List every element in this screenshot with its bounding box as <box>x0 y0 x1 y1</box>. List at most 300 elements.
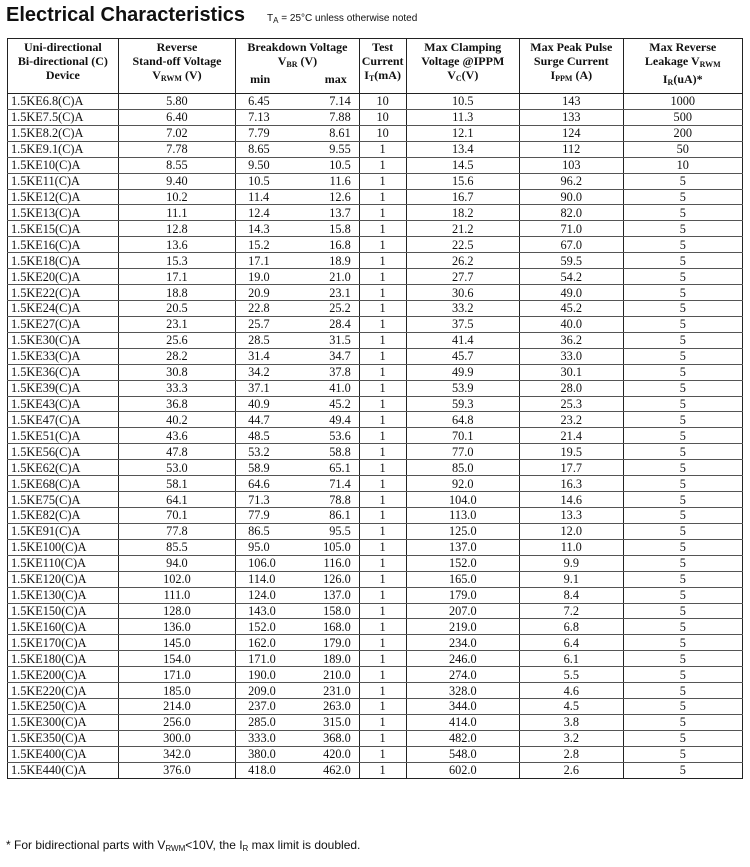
breakdown-max: 10.5 <box>329 158 351 173</box>
leakage-current-cell: 1000 <box>623 94 742 110</box>
breakdown-voltage-cell <box>236 94 360 110</box>
test-current-cell: 1 <box>359 635 406 651</box>
test-current-cell: 10 <box>359 109 406 125</box>
clamping-voltage-cell: 602.0 <box>406 762 520 778</box>
standoff-voltage-cell: 111.0 <box>118 587 235 603</box>
device-cell: 1.5KE11(C)A <box>8 173 119 189</box>
col-header-standoff: Reverse Stand-off Voltage $V_{RWM}$ (V) <box>118 39 235 94</box>
breakdown-voltage-cell <box>236 683 360 699</box>
breakdown-min: 152.0 <box>248 619 276 634</box>
leakage-current-cell: 5 <box>623 285 742 301</box>
breakdown-voltage-cell <box>236 285 360 301</box>
standoff-voltage-cell: 40.2 <box>118 412 235 428</box>
breakdown-max: 368.0 <box>323 731 351 746</box>
standoff-voltage-cell: 15.3 <box>118 253 235 269</box>
test-current-cell: 1 <box>359 316 406 332</box>
characteristics-table <box>7 38 743 779</box>
clamping-voltage-cell: 21.2 <box>406 221 520 237</box>
surge-current-cell: 124 <box>520 125 624 141</box>
surge-current-cell: 33.0 <box>520 348 624 364</box>
breakdown-voltage-cell <box>236 539 360 555</box>
breakdown-voltage-cell <box>236 300 360 316</box>
table-row <box>8 730 743 746</box>
col-header-device: Uni-directional Bi-directional (C) Device <box>8 39 119 94</box>
test-current-cell: 1 <box>359 237 406 253</box>
standoff-voltage-cell: 77.8 <box>118 523 235 539</box>
breakdown-voltage-cell <box>236 348 360 364</box>
test-current-cell: 1 <box>359 555 406 571</box>
table-row <box>8 539 743 555</box>
breakdown-voltage-cell <box>236 332 360 348</box>
device-cell: 1.5KE120(C)A <box>8 571 119 587</box>
breakdown-min: 64.6 <box>248 476 270 491</box>
leakage-current-cell: 5 <box>623 173 742 189</box>
table-row <box>8 348 743 364</box>
leakage-current-cell: 5 <box>623 603 742 619</box>
clamping-voltage-cell: 30.6 <box>406 285 520 301</box>
clamping-voltage-cell: 414.0 <box>406 714 520 730</box>
clamping-voltage-cell: 59.3 <box>406 396 520 412</box>
breakdown-min: 25.7 <box>248 317 270 332</box>
standoff-voltage-cell: 30.8 <box>118 364 235 380</box>
surge-current-cell: 6.1 <box>520 651 624 667</box>
test-current-cell: 1 <box>359 619 406 635</box>
breakdown-voltage-cell <box>236 189 360 205</box>
standoff-voltage-cell: 58.1 <box>118 476 235 492</box>
leakage-current-cell: 5 <box>623 762 742 778</box>
surge-current-cell: 13.3 <box>520 507 624 523</box>
leakage-current-cell: 5 <box>623 635 742 651</box>
test-current-cell: 1 <box>359 221 406 237</box>
test-current-cell: 1 <box>359 157 406 173</box>
standoff-voltage-cell: 256.0 <box>118 714 235 730</box>
surge-current-cell: 112 <box>520 141 624 157</box>
device-cell: 1.5KE62(C)A <box>8 460 119 476</box>
table-row <box>8 221 743 237</box>
clamping-voltage-cell: 12.1 <box>406 125 520 141</box>
standoff-voltage-cell: 85.5 <box>118 539 235 555</box>
device-cell: 1.5KE13(C)A <box>8 205 119 221</box>
table-row <box>8 141 743 157</box>
breakdown-min: 12.4 <box>248 205 270 220</box>
breakdown-voltage-cell <box>236 587 360 603</box>
clamping-voltage-cell: 33.2 <box>406 300 520 316</box>
breakdown-max: 18.9 <box>329 253 351 268</box>
test-current-cell: 1 <box>359 714 406 730</box>
standoff-voltage-cell: 9.40 <box>118 173 235 189</box>
table-row <box>8 635 743 651</box>
surge-current-cell: 90.0 <box>520 189 624 205</box>
breakdown-min: 209.0 <box>248 683 276 698</box>
surge-current-cell: 36.2 <box>520 332 624 348</box>
leakage-current-cell: 5 <box>623 523 742 539</box>
breakdown-voltage-cell <box>236 173 360 189</box>
device-cell: 1.5KE36(C)A <box>8 364 119 380</box>
device-cell: 1.5KE130(C)A <box>8 587 119 603</box>
surge-current-cell: 133 <box>520 109 624 125</box>
breakdown-voltage-cell <box>236 746 360 762</box>
test-current-cell: 1 <box>359 396 406 412</box>
device-cell: 1.5KE150(C)A <box>8 603 119 619</box>
breakdown-min: 285.0 <box>248 715 276 730</box>
test-current-cell: 1 <box>359 444 406 460</box>
device-cell: 1.5KE15(C)A <box>8 221 119 237</box>
breakdown-max: 7.88 <box>329 110 351 125</box>
device-cell: 1.5KE6.8(C)A <box>8 94 119 110</box>
device-cell: 1.5KE8.2(C)A <box>8 125 119 141</box>
table-row <box>8 412 743 428</box>
col-header-breakdown: Breakdown Voltage $V_{BR}$ (V) min max <box>236 39 360 94</box>
table-row <box>8 285 743 301</box>
breakdown-min: 162.0 <box>248 635 276 650</box>
clamping-voltage-cell: 85.0 <box>406 460 520 476</box>
breakdown-min: 15.2 <box>248 237 270 252</box>
standoff-voltage-cell: 12.8 <box>118 221 235 237</box>
leakage-current-cell: 5 <box>623 619 742 635</box>
breakdown-max: 105.0 <box>323 540 351 555</box>
surge-current-cell: 25.3 <box>520 396 624 412</box>
test-current-cell: 1 <box>359 587 406 603</box>
breakdown-voltage-cell <box>236 412 360 428</box>
surge-current-cell: 2.8 <box>520 746 624 762</box>
clamping-voltage-cell: 16.7 <box>406 189 520 205</box>
table-row <box>8 571 743 587</box>
table-row <box>8 476 743 492</box>
table-row <box>8 189 743 205</box>
surge-current-cell: 59.5 <box>520 253 624 269</box>
breakdown-max: 420.0 <box>323 747 351 762</box>
breakdown-min: 44.7 <box>248 412 270 427</box>
test-current-cell: 1 <box>359 730 406 746</box>
table-row <box>8 428 743 444</box>
test-current-cell: 1 <box>359 364 406 380</box>
surge-current-cell: 21.4 <box>520 428 624 444</box>
standoff-voltage-cell: 300.0 <box>118 730 235 746</box>
col-header-leakage: Max Reverse Leakage $V_{RWM}$ $I_R(uA)*$ <box>623 39 742 94</box>
table-row <box>8 444 743 460</box>
table-row <box>8 667 743 683</box>
breakdown-max: 23.1 <box>329 285 351 300</box>
clamping-voltage-cell: 11.3 <box>406 109 520 125</box>
breakdown-max: 25.2 <box>329 301 351 316</box>
surge-current-cell: 103 <box>520 157 624 173</box>
breakdown-max: 315.0 <box>323 715 351 730</box>
breakdown-max: 12.6 <box>329 189 351 204</box>
breakdown-max: 71.4 <box>329 476 351 491</box>
standoff-voltage-cell: 5.80 <box>118 94 235 110</box>
device-cell: 1.5KE33(C)A <box>8 348 119 364</box>
surge-current-cell: 12.0 <box>520 523 624 539</box>
breakdown-voltage-cell <box>236 221 360 237</box>
standoff-voltage-cell: 8.55 <box>118 157 235 173</box>
leakage-current-cell: 5 <box>623 444 742 460</box>
breakdown-voltage-cell <box>236 635 360 651</box>
surge-current-cell: 16.3 <box>520 476 624 492</box>
surge-current-cell: 23.2 <box>520 412 624 428</box>
breakdown-max: 53.6 <box>329 428 351 443</box>
standoff-voltage-cell: 136.0 <box>118 619 235 635</box>
test-current-cell: 1 <box>359 253 406 269</box>
breakdown-min: 106.0 <box>248 556 276 571</box>
table-row <box>8 523 743 539</box>
breakdown-min: 86.5 <box>248 524 270 539</box>
breakdown-min: 7.79 <box>248 126 270 141</box>
min-max-header: min max <box>250 72 347 86</box>
surge-current-cell: 30.1 <box>520 364 624 380</box>
test-current-cell: 10 <box>359 125 406 141</box>
table-row <box>8 619 743 635</box>
clamping-voltage-cell: 10.5 <box>406 94 520 110</box>
breakdown-voltage-cell <box>236 380 360 396</box>
clamping-voltage-cell: 77.0 <box>406 444 520 460</box>
standoff-voltage-cell: 128.0 <box>118 603 235 619</box>
leakage-current-cell: 5 <box>623 555 742 571</box>
breakdown-max: 58.8 <box>329 444 351 459</box>
standoff-voltage-cell: 94.0 <box>118 555 235 571</box>
device-cell: 1.5KE18(C)A <box>8 253 119 269</box>
clamping-voltage-cell: 41.4 <box>406 332 520 348</box>
surge-current-cell: 143 <box>520 94 624 110</box>
device-cell: 1.5KE170(C)A <box>8 635 119 651</box>
standoff-voltage-cell: 214.0 <box>118 699 235 715</box>
test-current-cell: 1 <box>359 746 406 762</box>
device-cell: 1.5KE43(C)A <box>8 396 119 412</box>
breakdown-max: 179.0 <box>323 635 351 650</box>
breakdown-min: 171.0 <box>248 651 276 666</box>
breakdown-min: 124.0 <box>248 588 276 603</box>
table-row <box>8 507 743 523</box>
test-current-cell: 1 <box>359 285 406 301</box>
breakdown-max: 231.0 <box>323 683 351 698</box>
device-cell: 1.5KE75(C)A <box>8 492 119 508</box>
breakdown-voltage-cell <box>236 460 360 476</box>
leakage-current-cell: 5 <box>623 300 742 316</box>
breakdown-min: 34.2 <box>248 365 270 380</box>
breakdown-min: 237.0 <box>248 699 276 714</box>
test-current-cell: 1 <box>359 205 406 221</box>
standoff-voltage-cell: 47.8 <box>118 444 235 460</box>
table-row <box>8 109 743 125</box>
breakdown-voltage-cell <box>236 428 360 444</box>
test-current-cell: 1 <box>359 141 406 157</box>
table-row <box>8 587 743 603</box>
test-current-cell: 1 <box>359 332 406 348</box>
breakdown-min: 28.5 <box>248 333 270 348</box>
clamping-voltage-cell: 92.0 <box>406 476 520 492</box>
breakdown-voltage-cell <box>236 269 360 285</box>
device-cell: 1.5KE22(C)A <box>8 285 119 301</box>
breakdown-min: 9.50 <box>248 158 270 173</box>
breakdown-min: 10.5 <box>248 174 270 189</box>
leakage-current-cell: 5 <box>623 476 742 492</box>
breakdown-voltage-cell <box>236 603 360 619</box>
test-current-cell: 1 <box>359 173 406 189</box>
leakage-current-cell: 5 <box>623 460 742 476</box>
table-row <box>8 332 743 348</box>
leakage-current-cell: 5 <box>623 380 742 396</box>
surge-current-cell: 11.0 <box>520 539 624 555</box>
table-row <box>8 492 743 508</box>
breakdown-min: 77.9 <box>248 508 270 523</box>
standoff-voltage-cell: 102.0 <box>118 571 235 587</box>
breakdown-min: 8.65 <box>248 142 270 157</box>
breakdown-min: 22.8 <box>248 301 270 316</box>
clamping-voltage-cell: 179.0 <box>406 587 520 603</box>
breakdown-max: 37.8 <box>329 365 351 380</box>
breakdown-voltage-cell <box>236 699 360 715</box>
breakdown-min: 37.1 <box>248 381 270 396</box>
device-cell: 1.5KE200(C)A <box>8 667 119 683</box>
breakdown-max: 45.2 <box>329 396 351 411</box>
test-current-cell: 1 <box>359 603 406 619</box>
clamping-voltage-cell: 246.0 <box>406 651 520 667</box>
surge-current-cell: 4.5 <box>520 699 624 715</box>
surge-current-cell: 40.0 <box>520 316 624 332</box>
leakage-current-cell: 5 <box>623 683 742 699</box>
test-current-cell: 1 <box>359 300 406 316</box>
breakdown-voltage-cell <box>236 141 360 157</box>
table-row <box>8 364 743 380</box>
breakdown-min: 6.45 <box>248 94 270 109</box>
breakdown-max: 28.4 <box>329 317 351 332</box>
standoff-voltage-cell: 17.1 <box>118 269 235 285</box>
surge-current-cell: 54.2 <box>520 269 624 285</box>
surge-current-cell: 8.4 <box>520 587 624 603</box>
device-cell: 1.5KE91(C)A <box>8 523 119 539</box>
breakdown-min: 71.3 <box>248 492 270 507</box>
clamping-voltage-cell: 219.0 <box>406 619 520 635</box>
leakage-current-cell: 5 <box>623 492 742 508</box>
col-header-surge: Max Peak Pulse Surge Current $I_{PPM}$ (A) <box>520 39 624 94</box>
test-current-cell: 1 <box>359 269 406 285</box>
table-row <box>8 173 743 189</box>
leakage-current-cell: 5 <box>623 699 742 715</box>
breakdown-min: 58.9 <box>248 460 270 475</box>
table-row <box>8 157 743 173</box>
surge-current-cell: 9.9 <box>520 555 624 571</box>
breakdown-min: 17.1 <box>248 253 270 268</box>
breakdown-min: 418.0 <box>248 763 276 778</box>
table-row <box>8 460 743 476</box>
surge-current-cell: 3.8 <box>520 714 624 730</box>
device-cell: 1.5KE250(C)A <box>8 699 119 715</box>
standoff-voltage-cell: 6.40 <box>118 109 235 125</box>
device-cell: 1.5KE400(C)A <box>8 746 119 762</box>
clamping-voltage-cell: 344.0 <box>406 699 520 715</box>
test-current-cell: 1 <box>359 667 406 683</box>
leakage-current-cell: 5 <box>623 189 742 205</box>
table-row <box>8 125 743 141</box>
device-cell: 1.5KE440(C)A <box>8 762 119 778</box>
breakdown-max: 210.0 <box>323 667 351 682</box>
breakdown-voltage-cell <box>236 444 360 460</box>
breakdown-min: 11.4 <box>248 189 270 204</box>
clamping-voltage-cell: 70.1 <box>406 428 520 444</box>
clamping-voltage-cell: 104.0 <box>406 492 520 508</box>
breakdown-max: 78.8 <box>329 492 351 507</box>
leakage-current-cell: 5 <box>623 651 742 667</box>
breakdown-voltage-cell <box>236 651 360 667</box>
device-cell: 1.5KE7.5(C)A <box>8 109 119 125</box>
surge-current-cell: 5.5 <box>520 667 624 683</box>
device-cell: 1.5KE82(C)A <box>8 507 119 523</box>
breakdown-min: 53.2 <box>248 444 270 459</box>
standoff-voltage-cell: 25.6 <box>118 332 235 348</box>
device-cell: 1.5KE110(C)A <box>8 555 119 571</box>
table-row <box>8 316 743 332</box>
clamping-voltage-cell: 125.0 <box>406 523 520 539</box>
breakdown-max: 158.0 <box>323 603 351 618</box>
breakdown-voltage-cell <box>236 714 360 730</box>
surge-current-cell: 17.7 <box>520 460 624 476</box>
surge-current-cell: 6.4 <box>520 635 624 651</box>
table-row <box>8 762 743 778</box>
leakage-current-cell: 5 <box>623 587 742 603</box>
table-row <box>8 253 743 269</box>
standoff-voltage-cell: 154.0 <box>118 651 235 667</box>
table-row <box>8 746 743 762</box>
surge-current-cell: 4.6 <box>520 683 624 699</box>
device-cell: 1.5KE24(C)A <box>8 300 119 316</box>
device-cell: 1.5KE30(C)A <box>8 332 119 348</box>
clamping-voltage-cell: 14.5 <box>406 157 520 173</box>
table-row <box>8 651 743 667</box>
breakdown-min: 114.0 <box>248 572 276 587</box>
table-row <box>8 300 743 316</box>
standoff-voltage-cell: 53.0 <box>118 460 235 476</box>
test-current-cell: 1 <box>359 380 406 396</box>
breakdown-min: 7.13 <box>248 110 270 125</box>
breakdown-min: 95.0 <box>248 540 270 555</box>
standoff-voltage-cell: 33.3 <box>118 380 235 396</box>
standoff-voltage-cell: 7.02 <box>118 125 235 141</box>
standoff-voltage-cell: 171.0 <box>118 667 235 683</box>
breakdown-voltage-cell <box>236 396 360 412</box>
test-current-cell: 1 <box>359 428 406 444</box>
breakdown-max: 41.0 <box>329 381 351 396</box>
device-cell: 1.5KE100(C)A <box>8 539 119 555</box>
surge-current-cell: 49.0 <box>520 285 624 301</box>
standoff-voltage-cell: 36.8 <box>118 396 235 412</box>
surge-current-cell: 14.6 <box>520 492 624 508</box>
footnote: * For bidirectional parts with $V_{RWM}<10V$, the $I_R$ max limit is doubled. <box>6 838 361 853</box>
test-current-cell: 1 <box>359 348 406 364</box>
leakage-current-cell: 5 <box>623 428 742 444</box>
surge-current-cell: 9.1 <box>520 571 624 587</box>
test-current-cell: 1 <box>359 539 406 555</box>
device-cell: 1.5KE16(C)A <box>8 237 119 253</box>
leakage-current-cell: 5 <box>623 332 742 348</box>
clamping-voltage-cell: 27.7 <box>406 269 520 285</box>
clamping-voltage-cell: 207.0 <box>406 603 520 619</box>
breakdown-max: 263.0 <box>323 699 351 714</box>
leakage-current-cell: 5 <box>623 348 742 364</box>
surge-current-cell: 2.6 <box>520 762 624 778</box>
test-current-cell: 10 <box>359 94 406 110</box>
surge-current-cell: 45.2 <box>520 300 624 316</box>
header-row <box>8 39 743 94</box>
clamping-voltage-cell: 18.2 <box>406 205 520 221</box>
breakdown-min: 380.0 <box>248 747 276 762</box>
test-current-cell: 1 <box>359 412 406 428</box>
col-header-test-current: Test Current $I_T(mA)$ <box>359 39 406 94</box>
breakdown-voltage-cell <box>236 157 360 173</box>
breakdown-max: 49.4 <box>329 412 351 427</box>
surge-current-cell: 19.5 <box>520 444 624 460</box>
clamping-voltage-cell: 165.0 <box>406 571 520 587</box>
breakdown-min: 190.0 <box>248 667 276 682</box>
breakdown-voltage-cell <box>236 205 360 221</box>
